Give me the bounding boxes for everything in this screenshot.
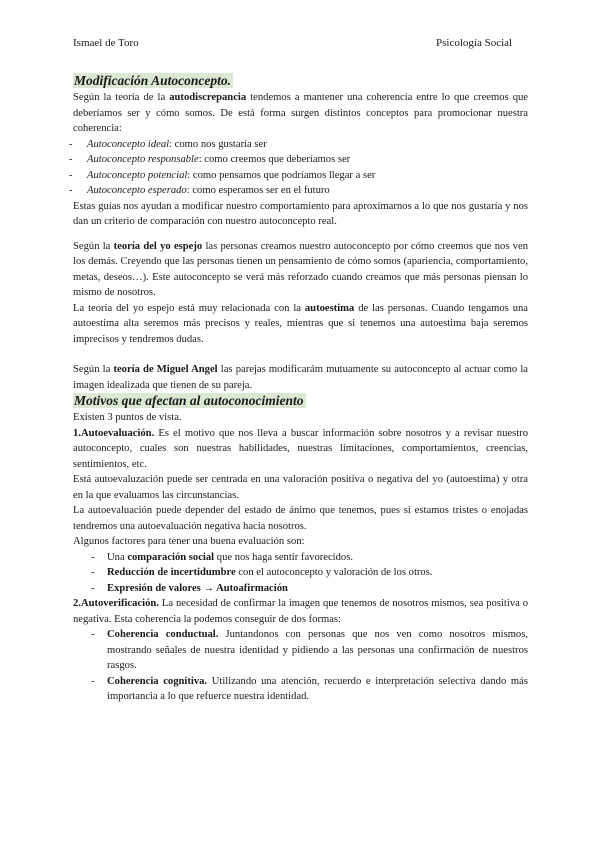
paragraph: Según la teoría de la autodiscrepancia tendemos a mantener una coherencia entre lo que creemos que deberíamos ser y cómo somos. De está forma surgen distintos conceptos para promocionar nuestra coherencia: <box>73 92 528 134</box>
autoconcepto-list <box>73 137 528 199</box>
section-title-modificacion: Modificación Autoconcepto. <box>74 73 231 88</box>
paragraph: Según la teoría de Miguel Angel las parejas modificarám mutuamente su autoconcepto al actuar como la imagen idealizada que tienen de su pareja. <box>73 364 528 391</box>
forms-list <box>73 627 528 705</box>
list-item: - Autoconcepto ideal: como nos gustaría ser <box>73 137 528 153</box>
list-item: - Coherencia cognitiva. Utilizando una atención, recuerdo e interpretación selectiva dando más importancia a lo que refuerce nuestra identidad. <box>91 674 528 705</box>
list-item: - Reducción de incertidumbre con el autoconcepto y valoración de los otros. <box>91 565 528 581</box>
paragraph: La teoría del yo espejo está muy relacionada con la autoestima de las personas. Cuando tengamos una autoestima alta seremos más precisos y reales, mientras que si tenemos una autoestima baja seremos imprecisos y tendremos dudas. <box>73 302 528 345</box>
header-subject: Psicología Social <box>436 37 513 49</box>
list-item: - Expresión de valores → Autoafirmación <box>91 581 528 597</box>
document-body <box>73 73 528 705</box>
factors-list <box>73 550 528 597</box>
list-item: - Una comparación social que nos haga sentir favorecidos. <box>91 550 528 566</box>
paragraph: Existen 3 puntos de vista. <box>73 412 182 423</box>
list-item: - Autoconcepto esperado: como esperamos ser en el futuro <box>73 183 528 199</box>
list-item: - Autoconcepto responsable: como creemos que deberíamos ser <box>73 152 528 168</box>
paragraph: Está autoevaluzación puede ser centrada en una valoración positiva o negativa del yo (autoestima) y otra en la que evaluamos las circunstancias. <box>73 474 528 501</box>
paragraph: Según la teoría del yo espejo las personas creamos nuestro autoconcepto por cómo creemos que nos ven los demás. Creyendo que las personas tienen un pensamiento de cómo somos (apariencia, comportamiento, metas, deseos…). Este autoconcepto se verá más reforzado cuando creamos que más personas piensan lo mismo de nosotros. <box>73 240 528 298</box>
paragraph: La autoevaluación puede depender del estado de ánimo que tenemos, pues si estamos tristes o enojadas tendremos una autoevaluación negativa hacia nosotros. <box>73 505 528 532</box>
paragraph: 1.Autoevaluación. Es el motivo que nos lleva a buscar información sobre nosotros y a revisar nuestro autoconcepto, cuales son nuestras habilidades, nuestras limitaciones, comportamientos, creencias, sentimientos, etc. <box>73 427 528 470</box>
section-title-motivos: Motivos que afectan al autoconocimiento <box>74 393 304 408</box>
header-author: Ismael de Toro <box>73 37 139 49</box>
list-item: - Autoconcepto potencial: como pensamos que podríamos llegar a ser <box>73 168 528 184</box>
paragraph: Algunos factores para tener una buena evaluación son: <box>73 536 305 547</box>
paragraph: 2.Autoverificación. La necesidad de confirmar la imagen que tenemos de nosotros mismos, sea positiva o negativa. Esta coherencia la podemos conseguir de dos formas: <box>73 598 528 625</box>
list-item: - Coherencia conductual. Juntandonos con personas que nos ven como nosotros mismos, mostrando señales de nuestra identidad y pidiendo a las personas una confirmación de nuestros rasgos. <box>91 627 528 674</box>
paragraph: Estas guías nos ayudan a modificar nuestro comportamiento para aproximarnos a lo que nos gustaría y nos dan un criterio de comparación con nuestro autoconcepto real. <box>73 200 528 227</box>
